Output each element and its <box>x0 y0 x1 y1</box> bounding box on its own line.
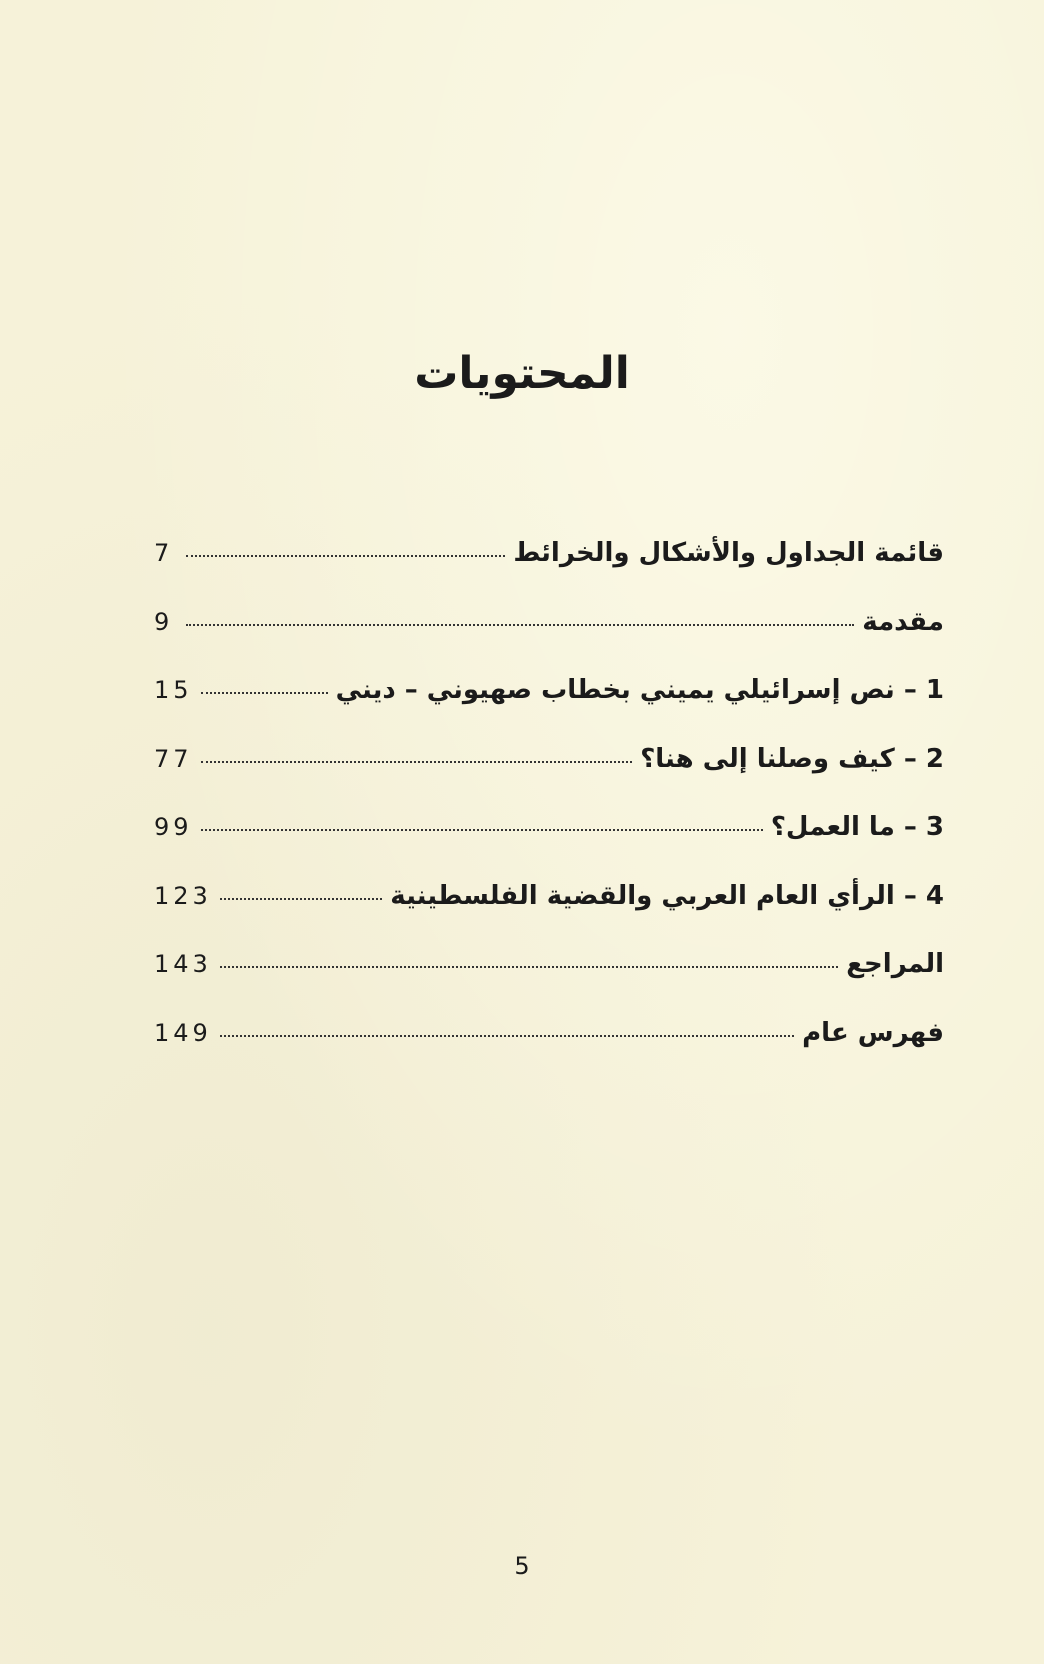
toc-entry-label: المراجع <box>846 949 944 979</box>
toc-entry <box>154 538 944 607</box>
toc-entry-page: 15 <box>154 676 193 704</box>
dot-leader <box>201 692 328 694</box>
toc-entry-page: 9 <box>154 607 174 636</box>
toc-entry <box>154 675 944 744</box>
toc-entry-page: 123 <box>154 881 212 910</box>
dot-leader <box>186 624 854 626</box>
dot-leader <box>220 1035 794 1037</box>
toc-entry <box>154 1018 944 1087</box>
dot-leader <box>186 555 505 557</box>
dot-leader <box>201 761 633 763</box>
toc-entry <box>154 812 944 881</box>
page-number: 5 <box>514 1552 530 1580</box>
toc-entry-label: 4 – الرأي العام العربي والقضية الفلسطينية <box>390 880 944 911</box>
toc-entry <box>154 949 944 1018</box>
toc-entry-page: 149 <box>154 1018 212 1047</box>
dot-leader <box>201 829 763 831</box>
toc-entry-page: 99 <box>154 813 193 841</box>
toc-entry-label: مقدمة <box>862 606 944 637</box>
toc-entry-label: قائمة الجداول والأشكال والخرائط <box>513 538 944 568</box>
toc-entry <box>154 607 944 676</box>
toc-entry <box>154 881 944 950</box>
table-of-contents <box>154 538 944 1086</box>
dot-leader <box>220 966 838 968</box>
page-title: المحتويات <box>414 348 630 399</box>
toc-entry-page: 7 <box>154 539 174 567</box>
toc-entry-label: 2 – كيف وصلنا إلى هنا؟ <box>640 743 944 774</box>
toc-entry-label: 1 – نص إسرائيلي يميني بخطاب صهيوني – ديني <box>335 675 944 705</box>
toc-entry-page: 77 <box>154 744 193 773</box>
toc-entry <box>154 744 944 813</box>
dot-leader <box>220 898 382 900</box>
toc-entry-page: 143 <box>154 950 212 978</box>
toc-entry-label: فهرس عام <box>802 1017 944 1048</box>
toc-entry-label: 3 – ما العمل؟ <box>770 812 944 842</box>
